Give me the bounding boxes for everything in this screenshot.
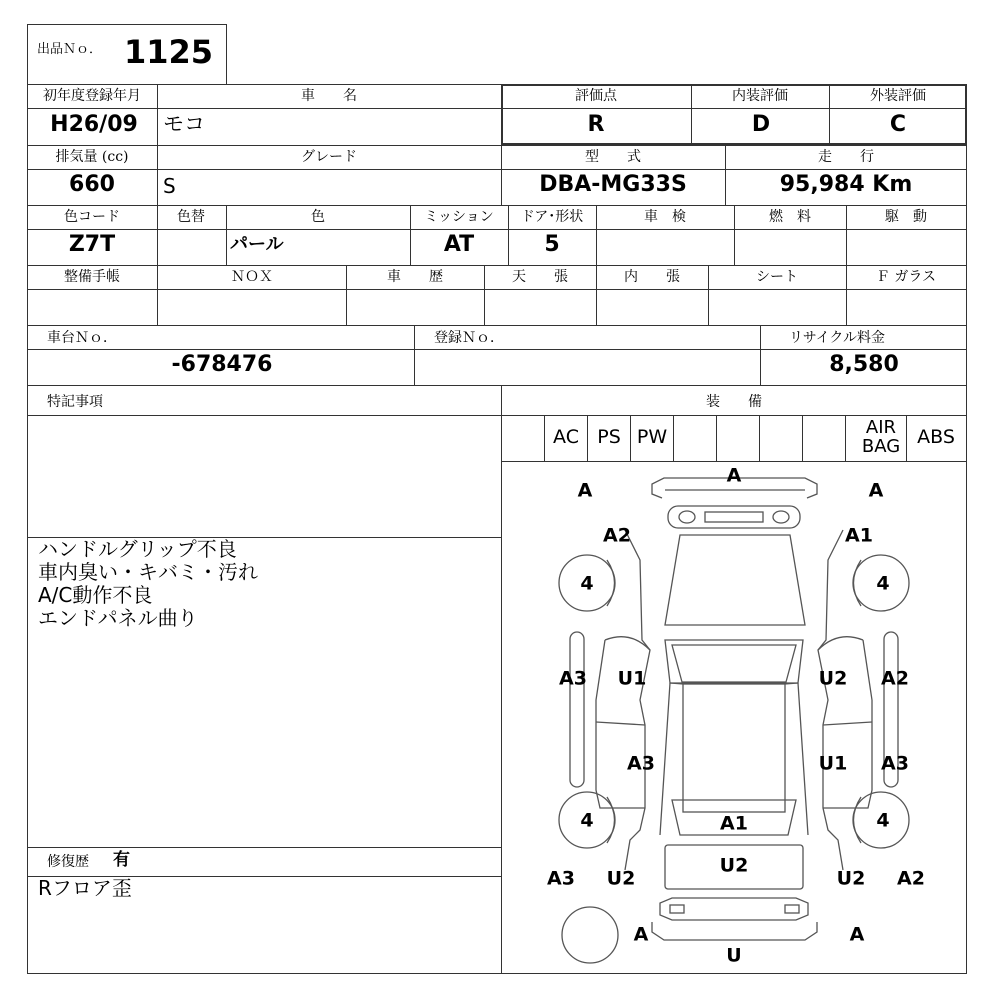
note-line: 車内臭い・キバミ・汚れ	[38, 560, 258, 584]
recycle-fee-label: リサイクル料金	[788, 330, 886, 346]
door-value: 5	[544, 232, 560, 257]
damage-mark: A1	[845, 524, 873, 547]
repair-detail: Rフロア歪	[38, 876, 132, 900]
damage-mark: A	[633, 923, 649, 946]
damage-mark: U1	[818, 752, 848, 775]
note-line: エンドパネル曲り	[38, 606, 198, 630]
first-reg-label: 初年度登録年月	[43, 88, 141, 104]
note-line: A/C動作不良	[38, 583, 153, 607]
damage-mark: A3	[627, 752, 655, 775]
damage-mark: A	[726, 464, 742, 487]
first-reg-value: H26/09	[50, 112, 138, 137]
damage-mark: U2	[818, 667, 848, 690]
inspection-label: 車 検	[644, 209, 686, 225]
model-label: 型 式	[585, 149, 641, 165]
damage-mark: U2	[836, 867, 866, 890]
displacement-label: 排気量 (cc)	[55, 149, 129, 165]
chassis-number-value: -678476	[171, 352, 273, 377]
nox-label: ＮＯＸ	[231, 269, 273, 285]
note-line: ハンドルグリップ不良	[38, 537, 237, 561]
equipment-pw: PW	[636, 426, 668, 448]
color-change-label: 色替	[177, 209, 205, 225]
front-glass-label: Ｆ ガラス	[875, 269, 937, 285]
damage-mark: A3	[559, 667, 587, 690]
damage-mark: A2	[897, 867, 925, 890]
lot-number: 1125	[124, 33, 214, 71]
interior-grade-value: D	[751, 112, 771, 137]
mileage-value: 95,984 Km	[779, 172, 913, 197]
lot-number-label: 出品Ｎｏ．	[37, 42, 103, 57]
damage-mark: A2	[603, 524, 631, 547]
grade-label: グレード	[301, 149, 357, 165]
drive-label: 駆 動	[885, 209, 927, 225]
displacement-value: 660	[69, 172, 115, 197]
color-label: 色	[311, 209, 325, 225]
maintenance-record-label: 整備手帳	[64, 269, 120, 285]
exterior-grade-label: 外装評価	[870, 88, 926, 104]
door-label: ドア･形状	[520, 209, 584, 225]
damage-mark: A	[577, 479, 593, 502]
color-code-label: 色コード	[64, 209, 120, 225]
damage-mark: A	[868, 479, 884, 502]
repair-history-label: 修復歴	[47, 854, 89, 870]
damage-mark: 4	[580, 809, 594, 832]
equipment-ps: PS	[597, 426, 621, 448]
color-code-value: Z7T	[68, 232, 116, 257]
mission-label: ミッション	[424, 209, 494, 225]
damage-mark: U1	[617, 667, 647, 690]
recycle-fee-value: 8,580	[829, 352, 899, 377]
damage-mark: A	[849, 923, 865, 946]
mileage-label: 走 行	[818, 149, 874, 165]
damage-mark: 4	[876, 572, 890, 595]
model-value: DBA-MG33S	[539, 172, 687, 197]
equipment-label: 装 備	[706, 394, 762, 410]
registration-number-label: 登録Ｎｏ．	[434, 330, 504, 346]
damage-mark: A3	[881, 752, 909, 775]
score-value: R	[587, 112, 605, 137]
roof-lining-label: 天 張	[512, 269, 568, 285]
equipment-abs: ABS	[917, 426, 955, 448]
damage-mark: 4	[580, 572, 594, 595]
damage-mark: U	[726, 944, 742, 967]
car-name-label: 車 名	[301, 88, 357, 104]
interior-trim-label: 内 張	[624, 269, 680, 285]
seat-label: シート	[756, 269, 798, 285]
damage-mark: A1	[720, 812, 748, 835]
equipment-ac: AC	[553, 426, 579, 448]
equipment-airbag: AIR BAG	[861, 417, 901, 457]
interior-grade-label: 内装評価	[732, 88, 788, 104]
history-label: 車 歴	[387, 269, 443, 285]
chassis-number-label: 車台Ｎｏ．	[47, 330, 117, 346]
mission-value: AT	[443, 232, 475, 257]
damage-mark: A2	[881, 667, 909, 690]
repair-history-value: 有	[113, 850, 130, 870]
score-label: 評価点	[575, 88, 617, 104]
fuel-label: 燃 料	[769, 209, 811, 225]
car-name-value: モコ	[163, 112, 205, 136]
exterior-grade-value: C	[889, 112, 907, 137]
damage-mark: 4	[876, 809, 890, 832]
color-value: パール	[230, 234, 284, 255]
notes-label: 特記事項	[47, 394, 103, 410]
damage-mark: U2	[719, 854, 749, 877]
damage-mark: A3	[547, 867, 575, 890]
grade-value: S	[163, 174, 176, 198]
damage-mark: U2	[606, 867, 636, 890]
